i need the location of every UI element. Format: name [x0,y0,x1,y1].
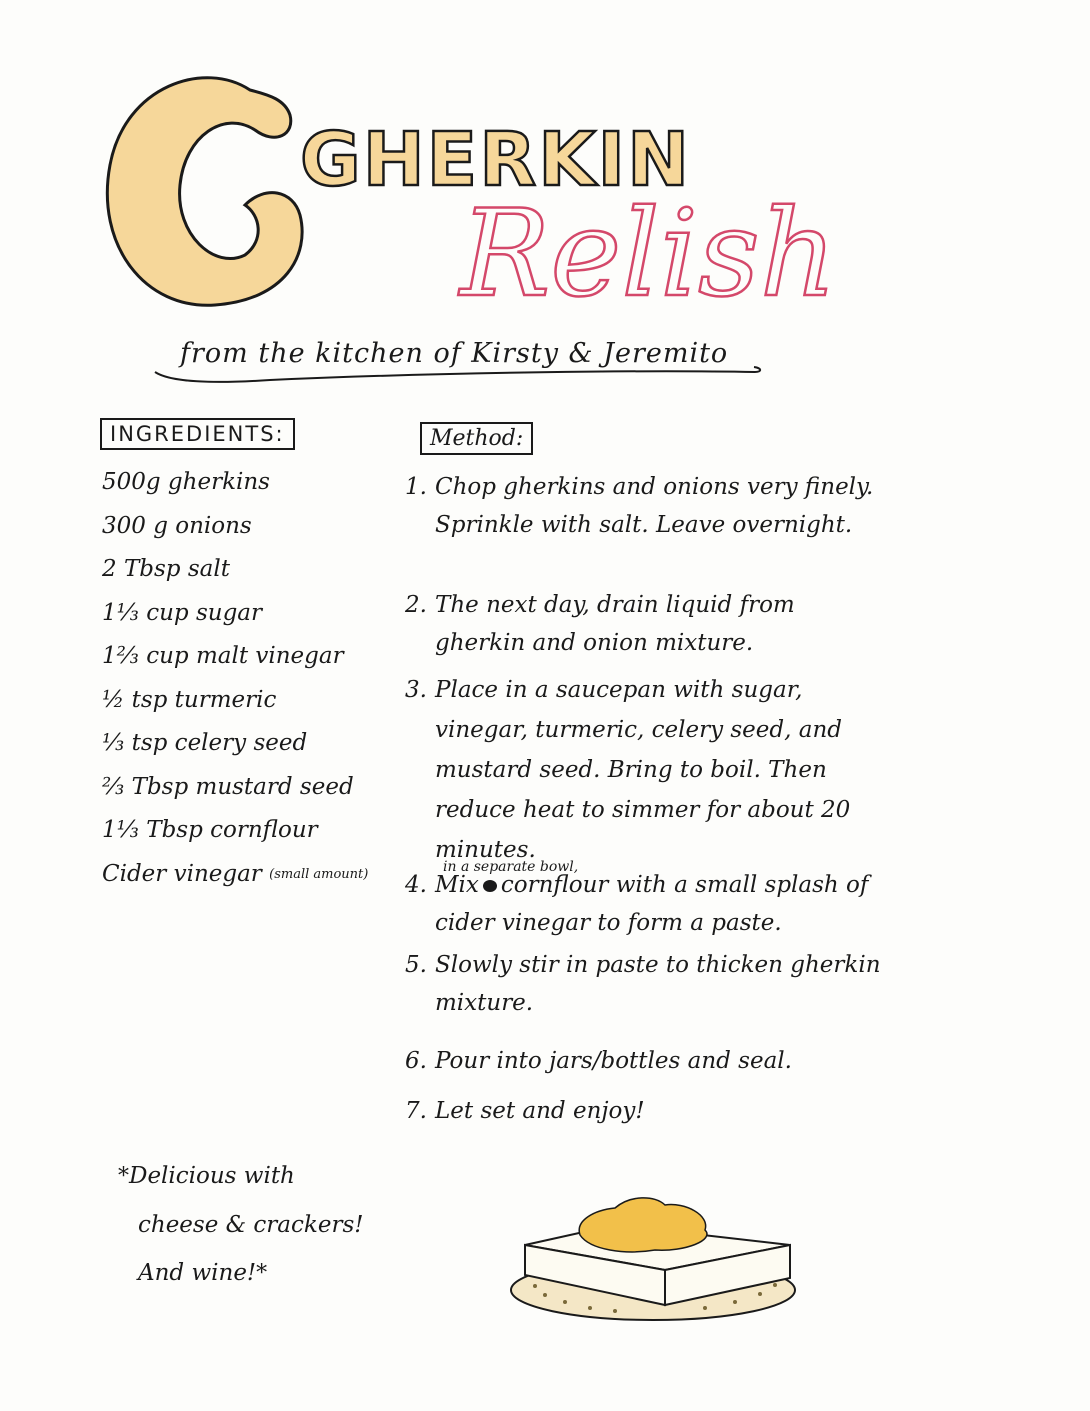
note-line [118,1249,418,1298]
title-word-relish: Relish [460,185,837,324]
method-step [405,468,890,544]
ingredient-item: 2 Tbsp salt [102,556,230,582]
step-number: 5. [405,952,427,978]
note-line: cheese & crackers! [138,1212,364,1238]
ingredients-heading: INGREDIENTS: [100,418,295,450]
ingredient-item-label: Cider vinegar [102,860,262,887]
method-step [405,946,890,1022]
step-text: Let set and enjoy! [435,1098,645,1124]
step-text: Place in a saucepan with sugar, vinegar, turmeric, celery seed, and mustard seed. Bring to boil. Then reduce heat to simmer for about 20 minutes. [435,677,851,863]
serving-note [118,1152,418,1298]
subtitle-underline [150,350,770,390]
step-number: 4. [405,872,427,898]
cracker-with-relish-illustration [505,1190,805,1330]
method-step [405,586,890,662]
step-prefix: in a separate bowl, [443,859,579,875]
method-step [405,1042,890,1080]
ingredient-amount-note: (small amount) [269,867,369,882]
ingredient-item: 500g gherkins [102,469,270,495]
step-number: 6. [405,1048,427,1074]
title-word-gherkin: GHERKIN [300,117,692,203]
ingredient-item: ⅓ tsp celery seed [102,730,308,756]
relish-topping [579,1198,707,1252]
method-heading: Method: [420,422,533,455]
ingredient-item: 300 g onions [102,512,252,539]
subtitle [150,330,770,390]
step-text-before: Mix [435,872,479,898]
step-number: 2. [405,592,427,618]
step-text-after: cornflour with a small splash of cider vinegar to form a paste. [435,872,869,936]
star-icon: * [256,1261,268,1286]
ingredient-item: ⅔ Tbsp mustard seed [102,773,354,800]
step-text: The next day, drain liquid from gherkin and onion mixture. [435,592,795,656]
step-text: Pour into jars/bottles and seal. [435,1048,792,1074]
star-icon: * [118,1164,129,1189]
title-g-letter [107,78,302,306]
step-number: 7. [405,1098,427,1124]
step-number: 3. [405,677,427,703]
subtitle-text: from the kitchen of Kirsty & Jeremito [180,338,729,369]
note-text: And wine! [138,1260,257,1286]
note-text: Delicious with [129,1163,295,1189]
ingredient-item-cider [102,854,402,898]
ingredient-item: 1⅓ Tbsp cornflour [102,817,318,843]
ingredient-item: 1⅔ cup malt vinegar [102,643,344,669]
ingredients-list [102,462,402,897]
step-number: 1. [405,474,427,500]
step-text: Chop gherkins and onions very finely. Sprinkle with salt. Leave overnight. [435,474,874,538]
ingredient-item: 1⅓ cup sugar [102,599,263,626]
method-step [405,859,890,942]
method-step [405,670,890,870]
note-line [118,1152,418,1201]
title-artwork [95,55,895,345]
ingredient-item: ½ tsp turmeric [102,686,277,713]
method-step [405,1092,890,1130]
step-text: Slowly stir in paste to thicken gherkin mixture. [435,952,881,1016]
